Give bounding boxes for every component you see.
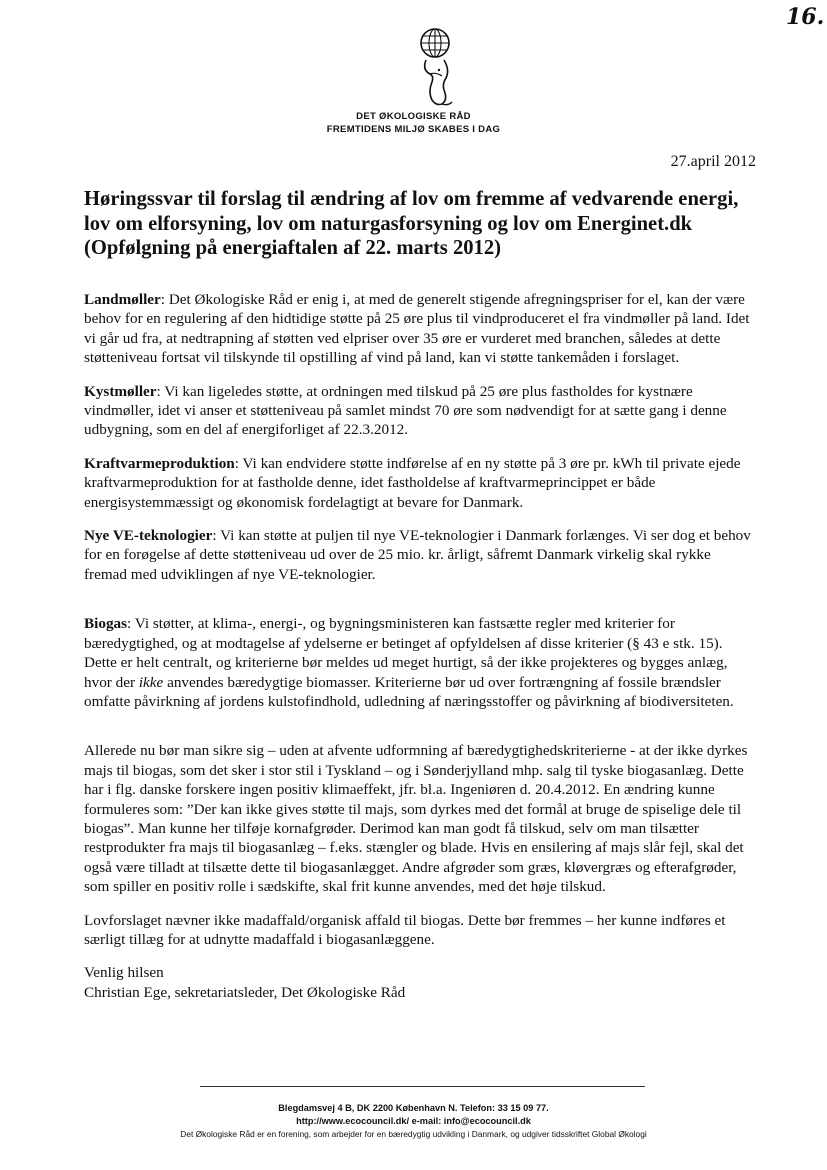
emphasis-text: ikke: [138, 673, 164, 691]
document-body: [84, 290, 756, 1002]
section-text: : Vi støtter, at klima-, energi-, og bygningsministeren kan fastsætte regler med kriterier for bæredygtighed, og at modtagelse af ydelserne er betinget af opfyldelsen af disse kriterier (§ 43 e stk. 15). Dette er helt centralt, og kriterierne bør meldes ud meget hurtigt, så der ikke projekteres og bygges anlæg, hvor der: [84, 615, 728, 691]
section-heading: Landmøller: [84, 291, 161, 308]
section-text: : Vi kan ligeledes støtte, at ordningen med tilskud på 25 øre plus fastholdes for kystnære vindmøller, idet vi anser et støtteniveau på samlet mindst 70 øre som nødvendigt for at sætte gang i denne udbygning, som en del af energiforliget af 22.3.2012.: [84, 382, 727, 439]
section-text: : Vi kan endvidere støtte indførelse af en ny støtte på 3 øre pr. kWh til private ejede kraftvarmeproduktion for at fastholde denne, idet fastholdelse af kraftvarmeprincippet er både energisystemmæssigt og økonomisk fordelagtigt at bevare for Danmark.: [84, 454, 741, 511]
section-heading: Kystmøller: [84, 382, 157, 400]
footer-divider: [200, 1086, 645, 1087]
section-heading: Kraftvarmeproduktion: [84, 454, 235, 472]
page-number: 16.: [786, 4, 825, 30]
document-date: 27.april 2012: [670, 153, 756, 170]
footer-address: Blegdamsvej 4 B, DK 2200 København N. Telefon: 33 15 09 77.: [278, 1103, 549, 1113]
section-heading: Nye VE-teknologier: [84, 527, 213, 545]
section-text: anvendes bæredygtige biomasser. Kriterierne bør ud over fortrængning af fossile brændsler omfatte påvirkning af jordens kulstofindhold, udledning af næringsstoffer og påvirkning af biodiversiteten.: [84, 673, 734, 710]
section-text: : Vi kan støtte at puljen til nye VE-teknologier i Danmark forlænges. Vi ser dog et behov for en forøgelse af dette støtteniveau ud over de 25 mio. kr. årligt, såfremt Danmark virkelig skal rykke fremad med udviklingen af nye VE-teknologier.: [84, 527, 751, 583]
signature: Christian Ege, sekretariatsleder, Det Økologiske Råd: [84, 983, 406, 1001]
org-name: DET ØKOLOGISKE RÅD: [356, 111, 471, 122]
paragraph-majs: Allerede nu bør man sikre sig – uden at afvente udformning af bæredygtighedskriterierne - at der ikke dyrkes majs til biogas, som det sker i stor stil i Tyskland – og i Sønderjylland mhp. salg til tyske biogasanlæg. Dette har i flg. danske forskere ingen positiv klimaeffekt, jfr. bl.a. Ingeniøren d. 20.4.2012. En ændring kunne formuleres som: ”Der kan ikke gives støtte til majs, som dyrkes med det formål at bruge de spiselige dele til biogas”. Man kunne her tilføje kornafgrøder. Derimod kan man godt få tilskud, selv om man tilsætter restprodukter fra majs til biogasanlæg – f.eks. stængler og blade. Hvis en ensilering af majs slår fejl, skal det også være tilladt at tilsætte dette til biogasanlægget. Andre afgrøder som græs, kløvergræs og efterafgrøder, som spiller en positiv rolle i sædskifte, skal frit kunne anvendes, med det høje tilskud.: [84, 742, 748, 896]
section-biogas: [84, 614, 756, 711]
section-nye-ve: [84, 526, 756, 584]
footer-contact: http://www.ecocouncil.dk/ e-mail: info@ecocouncil.dk: [296, 1116, 531, 1126]
section-text: : Det Økologiske Råd er enig i, at med de generelt stigende afregningspriser for el, kan der være behov for en regulering af den hidtidige støtte på 25 øre plus til vindproduceret el fra vindmøller på land. Idet vi går ud fra, at nedtrapning af støtten ved elpriser over 35 øre er vurderet med branchen, således at dette støtteniveau fortsat vil tilskynde til opstilling af vind på land, kan vi støtte tankemåden i forslaget.: [84, 291, 750, 367]
section-kystmoller: [84, 382, 756, 440]
closing-greeting: Venlig hilsen: [84, 964, 164, 982]
paragraph-madaffald: Lovforslaget nævner ikke madaffald/organisk affald til biogas. Dette bør fremmes – her kunne indføres et særligt tillæg for at udnytte madaffald i biogasanlæggene.: [84, 911, 726, 948]
section-heading: Biogas: [84, 615, 128, 633]
globe-figure-logo-icon: [412, 26, 458, 110]
footer-about: Det Økologiske Råd er en forening, som arbejder for en bæredygtig udvikling i Danmark, og udgiver tidsskriftet Global Økologi: [180, 1129, 647, 1139]
section-kraftvarme: [84, 454, 756, 512]
section-landmoller: [84, 290, 756, 368]
org-tagline: FREMTIDENS MILJØ SKABES I DAG: [326, 124, 501, 135]
document-title: Høringssvar til forslag til ændring af lov om fremme af vedvarende energi, lov om elforsyning, lov om naturgasforsyning og lov om Energinet.dk (Opfølgning på energiaftalen af 22. marts 2012): [84, 188, 739, 259]
